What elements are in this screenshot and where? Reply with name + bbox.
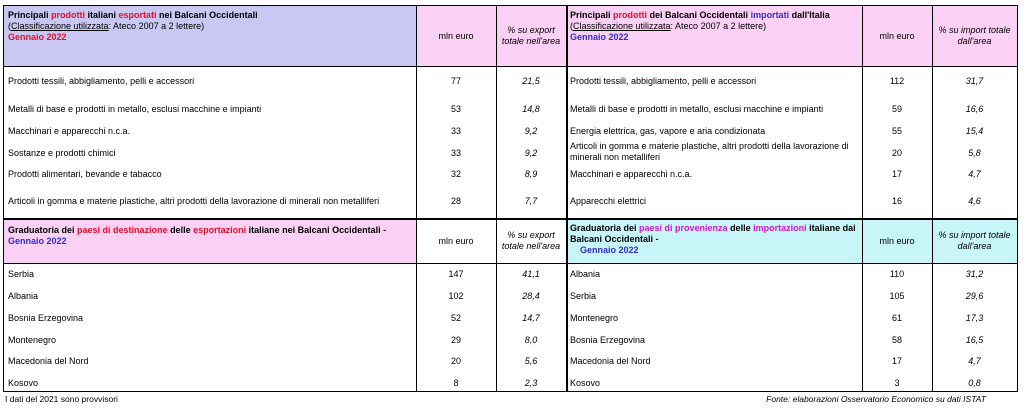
bottom-left-row-value: 102: [448, 291, 464, 301]
top-left-row-label: Macchinari e apparecchi n.c.a.: [8, 126, 131, 136]
top-right-row-label: Apparecchi elettrici: [570, 196, 647, 206]
bottom-left-row-label: Bosnia Erzegovina: [8, 313, 84, 323]
bottom-left-header: [4, 219, 416, 263]
top-left-row-value: 32: [450, 169, 461, 179]
top-right-row-label: Articoli in gomma e materie plastiche, altri prodotti della lavorazione di minerali non metalliferi: [570, 141, 849, 162]
bottom-left-row-label: Macedonia del Nord: [8, 356, 89, 366]
top-left-row-label: Articoli in gomma e materie plastiche, altri prodotti della lavorazione di minerali non metalliferi: [8, 196, 380, 206]
header-divider-top: [4, 66, 1017, 67]
bottom-right-row-label: Albania: [570, 269, 601, 279]
bottom-right-header: [566, 219, 862, 263]
bottom-right-row-value: 110: [889, 269, 905, 279]
top-left-row-pct: 14,8: [522, 104, 540, 114]
bottom-right-row-pct: 29,6: [965, 291, 984, 301]
top-right-subtitle: (Classificazione utilizzata: Ateco 2007 a 2 lettere): [570, 21, 767, 31]
top-right-row-value: 16: [891, 196, 902, 206]
bottom-right-row-value: 61: [891, 313, 902, 323]
footnote-provisional: I dati del 2021 sono provvisori: [5, 394, 118, 404]
bottom-left-title: Graduatoria dei paesi di destinazione delle esportazioni italiane nei Balcani Occidentali -: [8, 225, 387, 235]
column-divider: [416, 6, 417, 391]
top-right-row-value: 20: [891, 148, 902, 158]
top-right-row-pct: 31,7: [965, 76, 984, 86]
bottom-left-row-pct: 41,1: [522, 269, 540, 279]
section-divider: [4, 218, 1017, 220]
top-left-row-pct: 9,2: [524, 148, 538, 158]
bottom-right-row-label: Kosovo: [570, 378, 601, 388]
bottom-left-period: Gennaio 2022: [8, 236, 67, 246]
column-divider: [566, 6, 568, 391]
bottom-right-row-label: Bosnia Erzegovina: [570, 335, 646, 345]
top-left-row-label: Sostanze e prodotti chimici: [8, 148, 116, 158]
bottom-right-row-value: 3: [894, 378, 900, 388]
top-right-row-label: Energia elettrica, gas, vapore e aria condizionata: [570, 126, 766, 136]
bottom-right-row-pct: 16,5: [965, 335, 984, 345]
bottom-right-row-value: 17: [891, 356, 902, 366]
bottom-left-row-label: Albania: [8, 291, 39, 301]
top-right-col-value-header: mln euro: [862, 6, 932, 66]
top-left-row-pct: 9,2: [524, 126, 538, 136]
bottom-left-row-value: 20: [450, 356, 461, 366]
bottom-left-row-value: 52: [450, 313, 461, 323]
bottom-right-col-pct-header: % su import totale dall'area: [932, 219, 1017, 263]
bottom-left-col-pct-header: % su export totale nell'area: [496, 219, 566, 263]
bottom-left-row-pct: 5,6: [524, 356, 538, 366]
top-left-row-value: 33: [450, 126, 461, 136]
bottom-right-row-pct: 0,8: [968, 378, 981, 388]
top-right-period: Gennaio 2022: [570, 32, 629, 42]
top-right-row-value: 112: [889, 76, 905, 86]
bottom-left-row-value: 8: [453, 378, 459, 388]
top-right-row-value: 55: [891, 126, 902, 136]
top-right-row-pct: 15,4: [965, 126, 984, 136]
bottom-right-row-pct: 31,2: [965, 269, 984, 279]
top-right-row-label: Macchinari e apparecchi n.c.a.: [570, 169, 693, 179]
top-right-row-pct: 5,8: [968, 148, 981, 158]
header-divider-bottom: [4, 263, 1017, 264]
top-left-row-pct: 21,5: [522, 76, 540, 86]
bottom-left-col-value-header: mln euro: [416, 219, 496, 263]
footnote-source: Fonte: elaborazioni Osservatorio Economico su dati ISTAT: [766, 394, 986, 404]
bottom-left-row-pct: 14,7: [522, 313, 540, 323]
top-left-period: Gennaio 2022: [8, 32, 67, 42]
top-left-row-value: 53: [450, 104, 461, 114]
bottom-left-row-pct: 2,3: [524, 378, 538, 388]
bottom-left-row-value: 147: [448, 269, 464, 279]
column-divider: [496, 6, 497, 391]
bottom-right-row-value: 58: [891, 335, 902, 345]
bottom-left-row-value: 29: [450, 335, 461, 345]
top-right-title: Principali prodotti dei Balcani Occidentali importati dall'Italia: [570, 10, 830, 20]
bottom-right-row-label: Macedonia del Nord: [570, 356, 651, 366]
column-divider: [932, 6, 933, 391]
bottom-left-row-label: Montenegro: [8, 335, 57, 345]
top-right-header: [566, 6, 862, 66]
trade-table: [3, 5, 1018, 392]
top-left-row-label: Prodotti alimentari, bevande e tabacco: [8, 169, 162, 179]
top-right-row-value: 59: [891, 104, 902, 114]
top-left-row-value: 28: [450, 196, 461, 206]
top-left-row-label: Prodotti tessili, abbigliamento, pelli e accessori: [8, 76, 195, 86]
top-right-row-pct: 4,6: [968, 196, 981, 206]
top-right-row-pct: 4,7: [968, 169, 981, 179]
bottom-right-row-pct: 4,7: [968, 356, 981, 366]
top-left-col-pct-header: % su export totale nell'area: [496, 6, 566, 66]
bottom-right-title: Graduatoria dei paesi di provenienza delle importazioni italiane dai Balcani Occidentali -: [570, 223, 856, 244]
top-left-row-value: 77: [450, 76, 461, 86]
bottom-left-row-pct: 8,0: [524, 335, 538, 345]
top-left-title: Principali prodotti italiani esportati nei Balcani Occidentali: [8, 10, 258, 20]
top-right-row-label: Prodotti tessili, abbigliamento, pelli e accessori: [570, 76, 757, 86]
top-left-row-value: 33: [450, 148, 461, 158]
top-left-col-value-header: mln euro: [416, 6, 496, 66]
top-left-subtitle: (Classificazione utilizzata: Ateco 2007 a 2 lettere): [8, 21, 205, 31]
bottom-right-period: Gennaio 2022: [580, 245, 639, 255]
bottom-left-row-pct: 28,4: [522, 291, 540, 301]
top-right-row-label: Metalli di base e prodotti in metallo, esclusi macchine e impianti: [570, 104, 824, 114]
top-left-row-pct: 7,7: [524, 196, 538, 206]
top-left-row-pct: 8,9: [524, 169, 538, 179]
bottom-right-row-label: Montenegro: [570, 313, 619, 323]
bottom-right-row-value: 105: [889, 291, 905, 301]
bottom-right-col-value-header: mln euro: [862, 219, 932, 263]
bottom-left-row-label: Kosovo: [8, 378, 39, 388]
bottom-right-row-pct: 17,3: [965, 313, 984, 323]
bottom-right-row-label: Serbia: [570, 291, 597, 301]
top-left-row-label: Metalli di base e prodotti in metallo, esclusi macchine e impianti: [8, 104, 262, 114]
top-right-row-pct: 16,6: [965, 104, 984, 114]
top-right-col-pct-header: % su import totale dall'area: [932, 6, 1017, 66]
top-right-row-value: 17: [891, 169, 902, 179]
top-left-header: [4, 6, 416, 66]
bottom-left-row-label: Serbia: [8, 269, 35, 279]
column-divider: [862, 6, 863, 391]
